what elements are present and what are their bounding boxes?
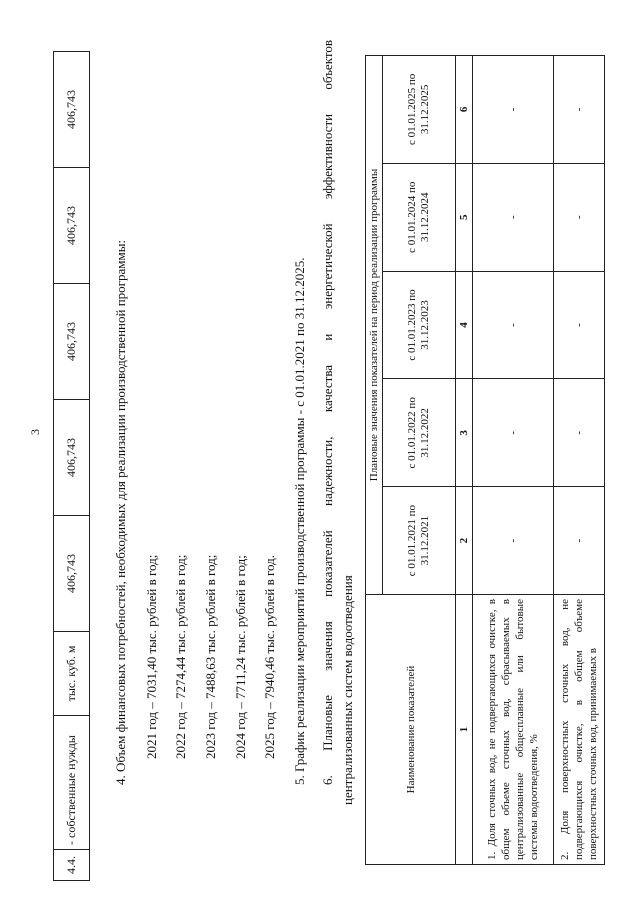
table-row [54,52,90,881]
column-number: 2 [456,487,473,595]
period-header: с 01.01.2024 по 31.12.2024 [383,163,456,271]
column-number: 5 [456,163,473,271]
row-value: 406,743 [54,516,90,632]
row-value: 406,743 [54,168,90,284]
indicators-heading: 6. Плановые значения показателей надежности, качества и энергетической эффективности объектов [320,40,335,785]
row-value: 406,743 [54,52,90,168]
column-number: 4 [456,271,473,379]
financing-year: 2024 год – 7711,24 тыс. рублей в год; [233,555,248,759]
indicator-value: - [554,487,605,595]
financing-year: 2022 год – 7274,44 тыс. рублей в год; [173,554,188,759]
indicator-name: 1. Доля сточных вод, не подвергающихся очистке, в общем объеме сточных вод, сбрасываемых в централизованные общесплавные или бытовые системы водоотведения, % [473,595,554,865]
financing-year: 2023 год – 7488,63 тыс. рублей в год; [203,554,218,759]
period-header: с 01.01.2021 по 31.12.2021 [383,487,456,595]
indicators-table [365,55,605,865]
period-header: с 01.01.2025 по 31.12.2025 [383,56,456,164]
header-name: Наименование показателей [366,595,456,865]
indicators-heading-cont: централизованных систем водоотведения [340,575,355,805]
column-number: 1 [456,595,473,865]
period-header: с 01.01.2023 по 31.12.2023 [383,271,456,379]
indicator-value: - [473,163,554,271]
indicator-value: - [473,379,554,487]
row-value: 406,743 [54,284,90,400]
indicator-value: - [473,271,554,379]
indicator-value: - [554,379,605,487]
row-number: 4.4. [54,850,90,881]
column-number: 3 [456,379,473,487]
indicator-name: 2. Доля поверхностных сточных вод, не подвергающихся очистке, в общем объеме поверхностных сточных вод, принимаемых в [554,595,605,865]
row-value: 406,743 [54,400,90,516]
table-row [554,56,605,865]
indicator-value: - [473,487,554,595]
indicator-value: - [554,163,605,271]
header-group: Плановые значения показателей на период реализации программы [366,56,383,595]
table-header-row [366,56,383,865]
column-number-row [456,56,473,865]
schedule-text: 5. График реализации мероприятий производственной программы - с 01.01.2021 по 31.12.2025. [292,257,307,785]
page-number: 3 [28,429,42,435]
indicator-value: - [473,56,554,164]
indicator-value: - [554,56,605,164]
own-needs-table [53,51,90,881]
row-name: - собственные нужды [54,716,90,850]
financing-year: 2025 год – 7940,46 тыс. рублей в год. [262,555,277,759]
financing-heading: 4. Объем финансовых потребностей, необходимых для реализации производственной программы: [113,239,128,785]
column-number: 6 [456,56,473,164]
row-unit: тыс. куб. м [54,632,90,716]
table-row [473,56,554,865]
indicator-value: - [554,271,605,379]
period-header: с 01.01.2022 по 31.12.2022 [383,379,456,487]
financing-year: 2021 год – 7031,40 тыс. рублей в год; [144,554,159,759]
